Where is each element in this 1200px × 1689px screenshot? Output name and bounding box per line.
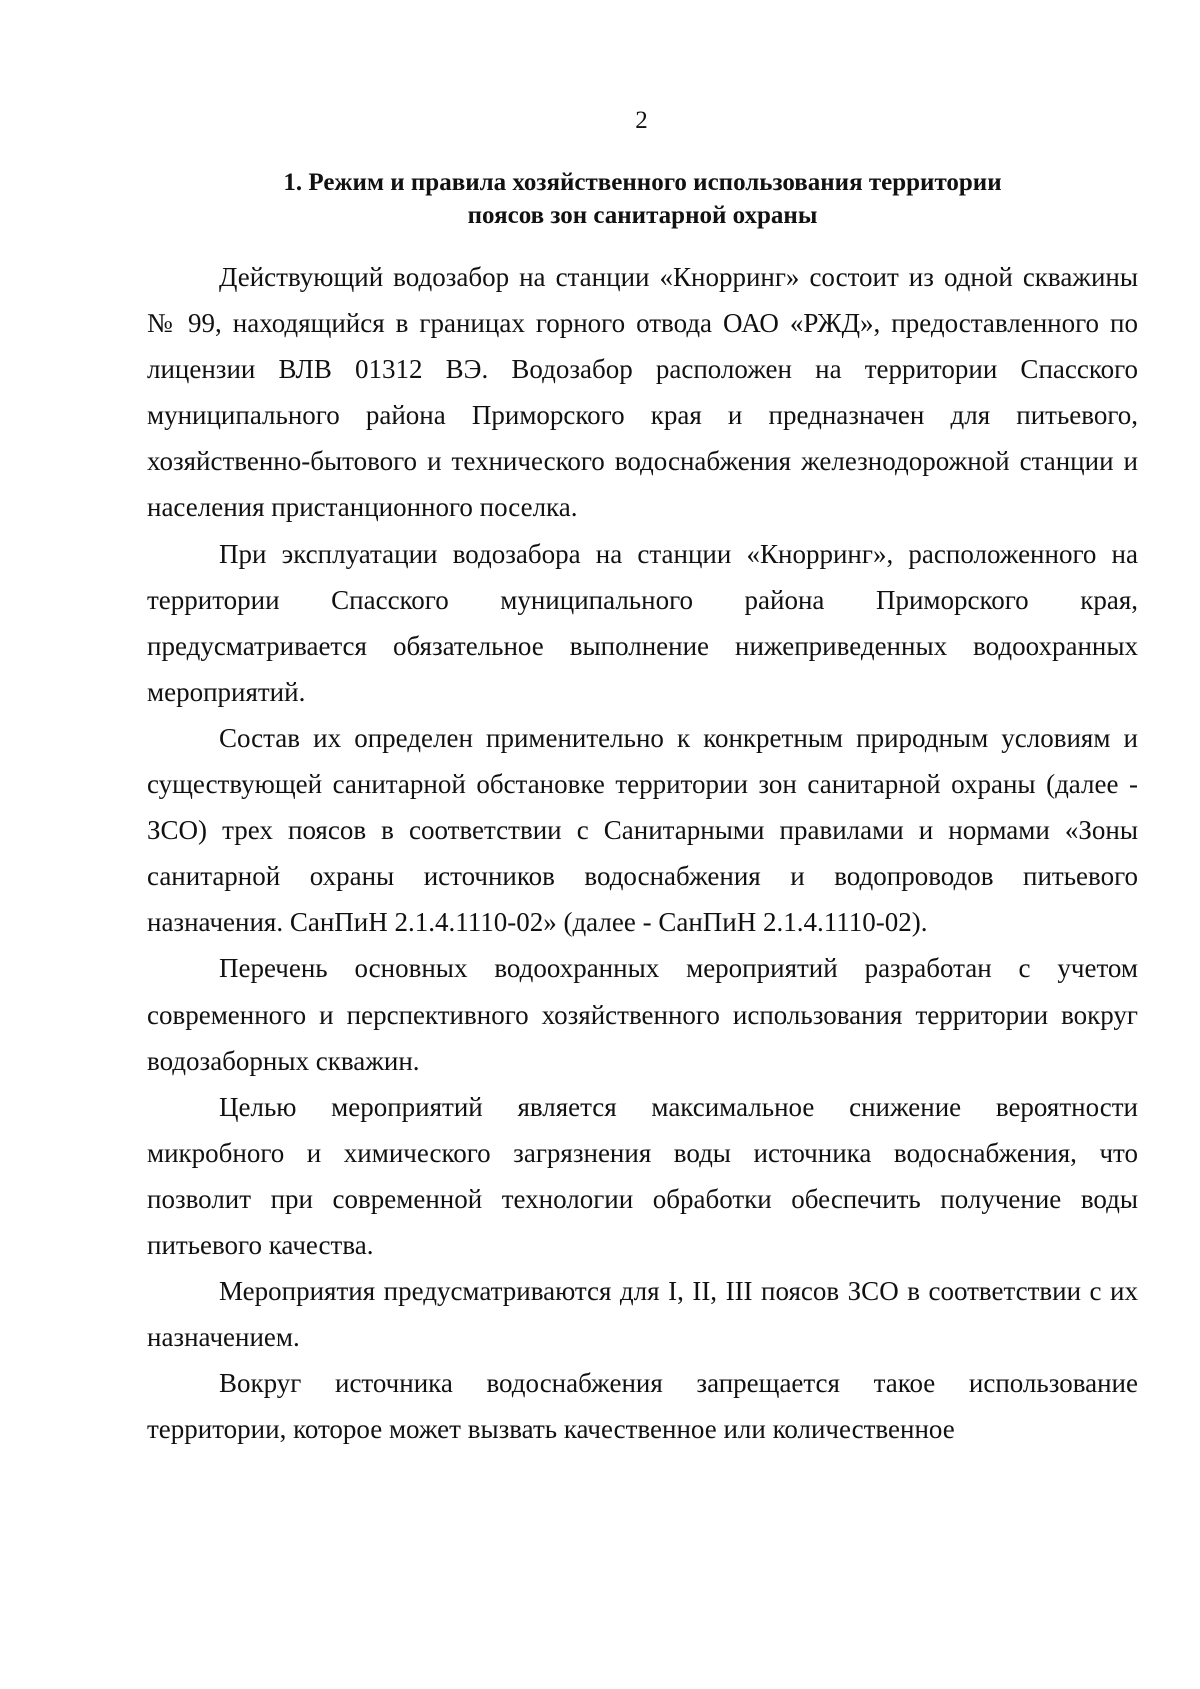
paragraph: Вокруг источника водоснабжения запрещается такое использование территории, которое может вызвать качественное или количественное <box>147 1368 1138 1445</box>
paragraph: При эксплуатации водозабора на станции «Кнорринг», расположенного на территории Спасского муниципального района Приморского края, предусматривается обязательное выполнение нижеприведенных водоохранных мероприятий. <box>147 538 1138 707</box>
section-heading-line-2: поясов зон санитарной охраны <box>467 202 818 229</box>
paragraph: Действующий водозабор на станции «Кнорринг» состоит из одной скважины № 99, находящийся в границах горного отвода ОАО «РЖД», предоставленного по лицензии ВЛВ 01312 ВЭ. Водозабор расположен на территории Спасского муниципального района Приморского края и предназначен для питьевого, хозяйственно-бытового и технического водоснабжения железнодорожной станции и населения пристанционного поселка. <box>147 262 1138 523</box>
paragraph: Состав их определен применительно к конкретным природным условиям и существующей санитарной обстановке территории зон санитарной охраны (далее - ЗСО) трех поясов в соответствии с Санитарными правилами и нормами «Зоны санитарной охраны источников водоснабжения и водопроводов питьевого назначения. СанПиН 2.1.4.1110-02» (далее - СанПиН 2.1.4.1110-02). <box>147 722 1138 938</box>
paragraph: Перечень основных водоохранных мероприятий разработан с учетом современного и перспективного хозяйственного использования территории вокруг водозаборных скважин. <box>147 953 1138 1076</box>
section-heading-line-1: 1. Режим и правила хозяйственного использования территории <box>283 169 1002 196</box>
paragraph: Целью мероприятий является максимальное снижение вероятности микробного и химического загрязнения воды источника водоснабжения, что позволит при современной технологии обработки обеспечить получение воды питьевого качества. <box>147 1091 1138 1260</box>
section-heading <box>200 166 1085 232</box>
page-number: 2 <box>635 107 648 134</box>
paragraph: Мероприятия предусматриваются для I, II, III поясов ЗСО в соответствии с их назначением. <box>147 1276 1138 1353</box>
body-text <box>147 254 1138 1452</box>
